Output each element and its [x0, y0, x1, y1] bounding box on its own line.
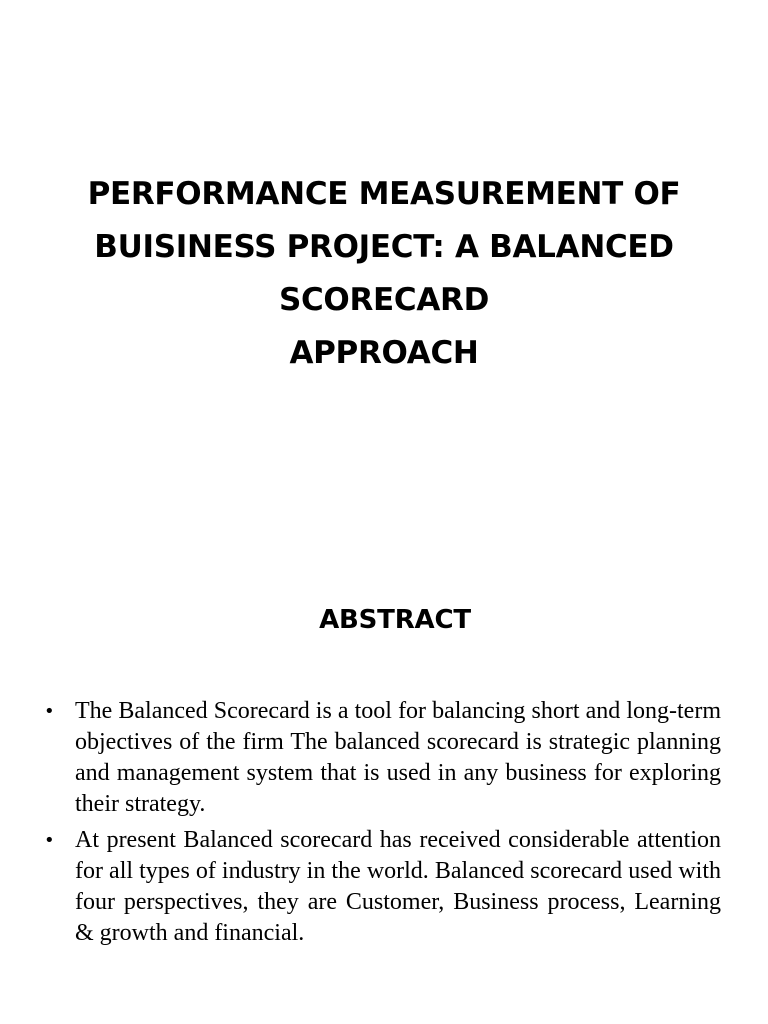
title-line: APPROACH: [289, 335, 479, 371]
list-item: [40, 696, 721, 820]
abstract-bullet-list: [40, 696, 721, 954]
bullet-icon: •: [44, 701, 55, 722]
bullet-text: The Balanced Scorecard is a tool for balancing short and long-term objectives of the firm The balanced scorecard is strategic planning and management system that is used in any business for exploring their strategy.: [75, 698, 721, 817]
title-line: PERFORMANCE MEASUREMENT OF: [87, 176, 681, 212]
title-line: SCORECARD: [278, 282, 490, 318]
bullet-icon: •: [44, 830, 55, 851]
list-item: [40, 825, 721, 949]
title-line: BUISINESS PROJECT: A BALANCED: [94, 229, 674, 265]
abstract-heading: ABSTRACT: [319, 605, 471, 635]
page-title: [40, 168, 728, 380]
bullet-text: At present Balanced scorecard has received considerable attention for all types of industry in the world. Balanced scorecard used with four perspectives, they are Customer, Business process, Learning & growth and financial.: [75, 827, 721, 946]
